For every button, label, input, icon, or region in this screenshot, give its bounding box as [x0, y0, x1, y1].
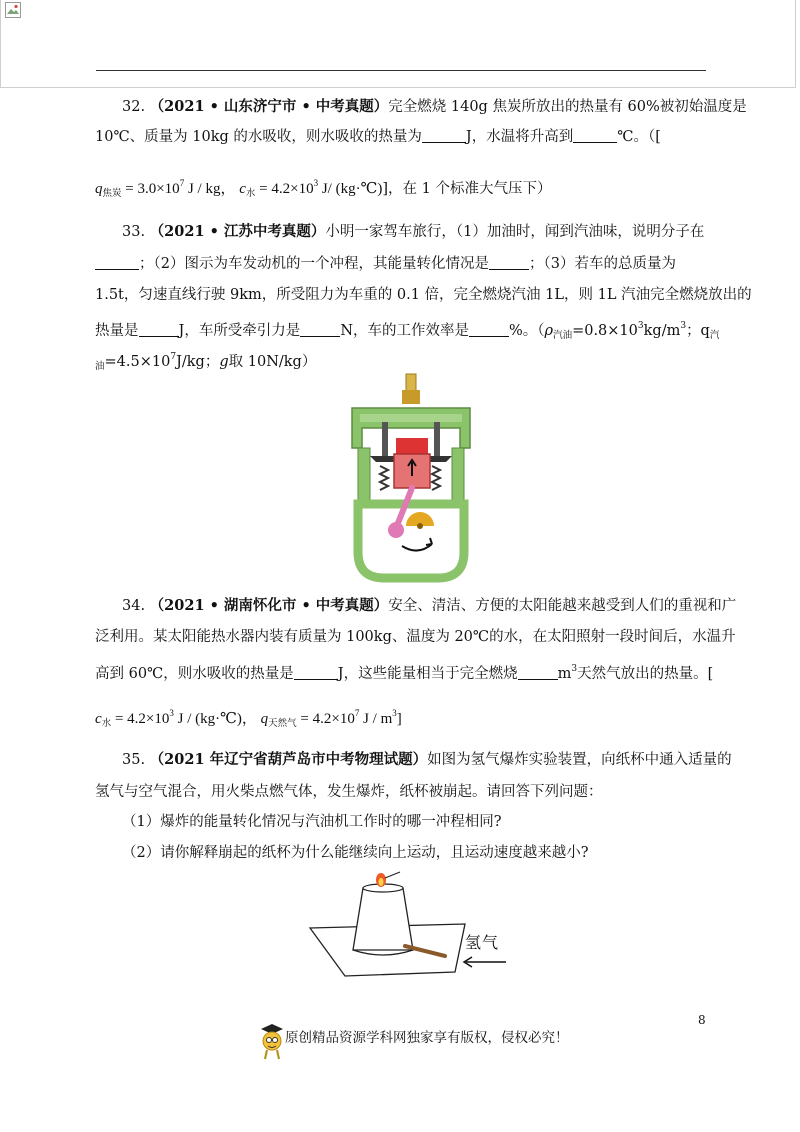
- q33-line-3: 1.5t，匀速直线行驶 9km，所受阻力为车重的 0.1 倍，完全燃烧汽油 1L，则 1L 汽油完全燃烧放出的: [95, 287, 752, 303]
- q35-line-1: 35. （2021 年辽宁省葫芦岛市中考物理试题）如图为氢气爆炸实验装置，向纸杯中通入适量的: [122, 751, 732, 768]
- q34-line-1: 34. （2021 • 湖南怀化市 • 中考真题）安全、清洁、方便的太阳能越来越受到人们的重视和广: [122, 597, 737, 614]
- q32-source: （2021 • 山东济宁市 • 中考真题）: [149, 98, 389, 115]
- engine-stroke-diagram: [346, 370, 476, 586]
- scholar-mascot-icon: [259, 1021, 285, 1061]
- q32-line-1: 32. （2021 • 山东济宁市 • 中考真题）完全燃烧 140g 焦炭所放出的热量有 60%被初始温度是: [122, 98, 747, 115]
- hydrogen-label: 氢气: [465, 933, 500, 952]
- q33-line-1: 33. （2021 • 江苏中考真题）小明一家驾车旅行，（1）加油时，闻到汽油味，说明分子在: [122, 223, 705, 240]
- answer-blank[interactable]: [95, 256, 139, 270]
- arrow-left-icon: [462, 956, 508, 968]
- page-header: [0, 0, 796, 88]
- q32-line-2: 10℃、质量为 10kg 的水吸收，则水吸收的热量为 J，水温将升高到 ℃。（[: [95, 129, 661, 145]
- copyright-text: 原创精品资源学科网独家享有版权，侵权必究！: [285, 1030, 569, 1046]
- page-number: 8: [698, 1013, 706, 1027]
- q35-source: （2021 年辽宁省葫芦岛市中考物理试题）: [149, 751, 428, 768]
- q33-line-4: 热量是 J，车所受牵引力是 N，车的工作效率是 %。（$\rho_{汽油}=0.8\times 10^3kg/m^3$；$q_汽$: [95, 321, 720, 341]
- q34-source: （2021 • 湖南怀化市 • 中考真题）: [149, 597, 389, 614]
- q35-sub-question-2: （2）请你解释崩起的纸杯为什么能继续向上运动，且运动速度越来越小?: [122, 845, 589, 861]
- answer-blank[interactable]: [294, 666, 338, 680]
- q34-line-3: 高到 60℃，则水吸收的热量是 J，这些能量相当于完全燃烧 $m^3$天然气放出的热量。[: [95, 664, 714, 682]
- q35-sub-question-1: （1）爆炸的能量转化情况与汽油机工作时的哪一冲程相同?: [122, 814, 502, 830]
- broken-image-icon: [5, 2, 21, 18]
- answer-blank[interactable]: [573, 129, 617, 143]
- answer-blank[interactable]: [469, 323, 509, 337]
- answer-blank[interactable]: [139, 323, 179, 337]
- answer-blank[interactable]: [489, 256, 529, 270]
- answer-blank[interactable]: [518, 666, 558, 680]
- q34-formula: $c_水 = 4.2\times 10^3$ J / (kg·℃)， $q_{天然气} = 4.2\times 10^7$ J / $m^3$]: [95, 708, 402, 729]
- q35-line-2: 氢气与空气混合，用火柴点燃气体，发生爆炸，纸杯被崩起。请回答下列问题：: [95, 784, 603, 800]
- answer-blank[interactable]: [422, 129, 466, 143]
- q33-line-2: ；（2）图示为车发动机的一个冲程，其能量转化情况是 ；（3）若车的总质量为: [95, 254, 676, 274]
- header-rule: [96, 70, 706, 71]
- q33-source: （2021 • 江苏中考真题）: [149, 223, 326, 240]
- answer-blank[interactable]: [300, 323, 340, 337]
- q34-line-2: 泛利用。某太阳能热水器内装有质量为 100kg、温度为 20℃的水，在太阳照射一段时间后，水温升: [95, 629, 736, 645]
- q33-line-5: $_油=4.5\times 10^7J/kg$；g取 10N/kg）: [95, 352, 317, 372]
- q32-formula: $q_{焦炭} = 3.0\times 10^7$ J / kg， $c_水 = 4.2\times 10^3$ J/ (kg·℃)]，在 1 个标准大气压下）: [95, 178, 552, 199]
